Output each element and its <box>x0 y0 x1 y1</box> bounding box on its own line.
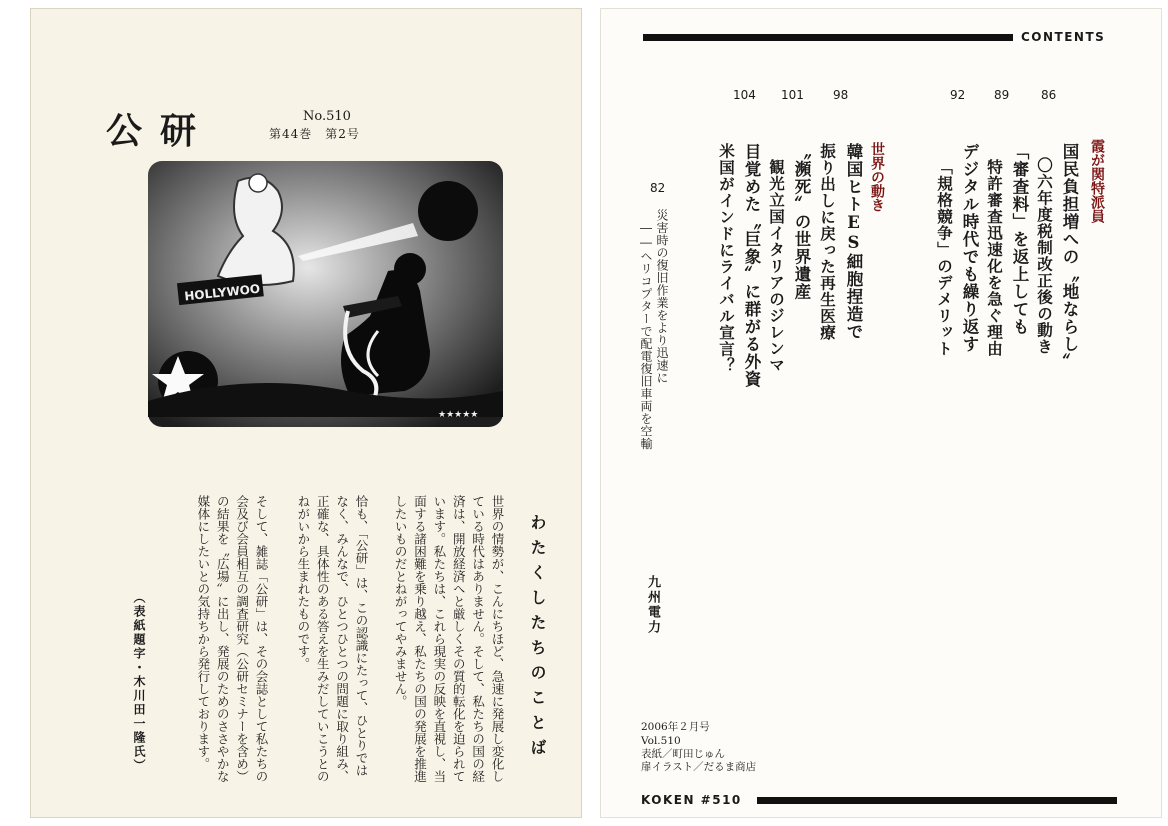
title-credit: （表紙題字・木川田一隆氏） <box>132 591 146 773</box>
colophon-issue-date: 2006年２月号 <box>641 721 710 733</box>
cover-illustration <box>148 161 503 427</box>
page-number: 98 <box>833 88 849 102</box>
section-heading-kasumigaseki: 霞が関特派員 <box>1089 139 1105 223</box>
toc-entry-subtitle: 〇六年度税制改正後の動き <box>1035 157 1054 355</box>
toc-entry[interactable]: 〝瀕死〟の世界遺産 <box>792 143 811 301</box>
colophon-illustration-credit: 扉イラスト／だるま商店 <box>641 761 757 773</box>
feature-author: 九州電力 <box>645 575 660 635</box>
contents-label: CONTENTS <box>1021 30 1106 44</box>
feature-subtitle: ――ヘリコプターで配電復旧車両を空輸 <box>639 221 653 450</box>
volume-line: 第44巻 第2号 <box>269 127 360 141</box>
header-rule <box>643 34 1013 41</box>
page-number: 82 <box>650 181 666 195</box>
footer-rule <box>757 797 1117 804</box>
hollywood-sign: HOLLYWOO <box>183 281 261 304</box>
magazine-title: 公研 <box>106 110 215 152</box>
toc-entry[interactable]: 「審査料」を返上しても <box>1010 143 1029 336</box>
left-page <box>30 8 582 818</box>
toc-entry[interactable]: 国民負担増への〝地ならし〟 <box>1060 143 1079 371</box>
footer-label: KOKEN #510 <box>641 793 742 807</box>
toc-entry-subtitle: 米国がインドにライバル宣言？ <box>717 143 736 374</box>
toc-entry-subtitle: 観光立国イタリアのジレンマ <box>767 159 786 374</box>
issue-number: No.510 <box>303 109 351 124</box>
page-number: 104 <box>733 88 756 102</box>
section-heading-world: 世界の動き <box>869 142 885 212</box>
toc-entry[interactable]: 韓国ヒトES細胞捏造で <box>844 143 863 341</box>
essay-paragraph-3: そして、雑誌「公研」は、その会誌として私たちの会及び会員相互の調査研究（公研セミナーを含め）の結果を〝広場〟に出し、発展のためのささやかな媒体にしたいとの気持ちから発行しております。 <box>195 495 269 783</box>
colophon-cover-credit: 表紙／町田じゅん <box>641 748 725 760</box>
page-number: 89 <box>994 88 1010 102</box>
essay-paragraph-1: 世界の情勢が、こんにちほど、急速に発展し変化している時代はありません。そして、私たちの国の経済は、開放経済へと厳しくその質的転化を迫られています。私たちは、これら現実の反映を直視し、当面する諸困難を乗り越え、私たちの国の発展を推進したいものだとねがってやみません。 <box>393 495 505 783</box>
feature-title[interactable]: 災害時の復旧作業をより迅速に <box>655 209 669 384</box>
toc-entry-subtitle: 「規格競争」のデメリット <box>935 159 954 357</box>
essay-heading: わたくしたちのことば <box>528 514 547 764</box>
colophon-volume: Vol.510 <box>641 735 681 747</box>
page-number: 101 <box>781 88 804 102</box>
page-number: 86 <box>1041 88 1057 102</box>
toc-entry-subtitle: 特許審査迅速化を急ぐ理由 <box>985 159 1004 357</box>
toc-entry-subtitle: 振り出しに戻った再生医療 <box>818 143 837 341</box>
spotlight-icon <box>418 181 478 241</box>
essay-paragraph-2: 恰も、「公研」は、この認識にたって、ひとりではなく、みんなで、ひとつひとつの問題に取り組み、正確な、具体性のある答えを生みだしていこうとのねがいから生まれたものです。 <box>295 495 369 783</box>
toc-entry[interactable]: デジタル時代でも繰り返す <box>960 143 979 353</box>
page-number: 92 <box>950 88 966 102</box>
right-page <box>600 8 1162 818</box>
svg-text:★★★★★: ★★★★★ <box>438 410 479 420</box>
toc-entry[interactable]: 目覚めた〝巨象〟に群がる外資 <box>742 143 761 388</box>
